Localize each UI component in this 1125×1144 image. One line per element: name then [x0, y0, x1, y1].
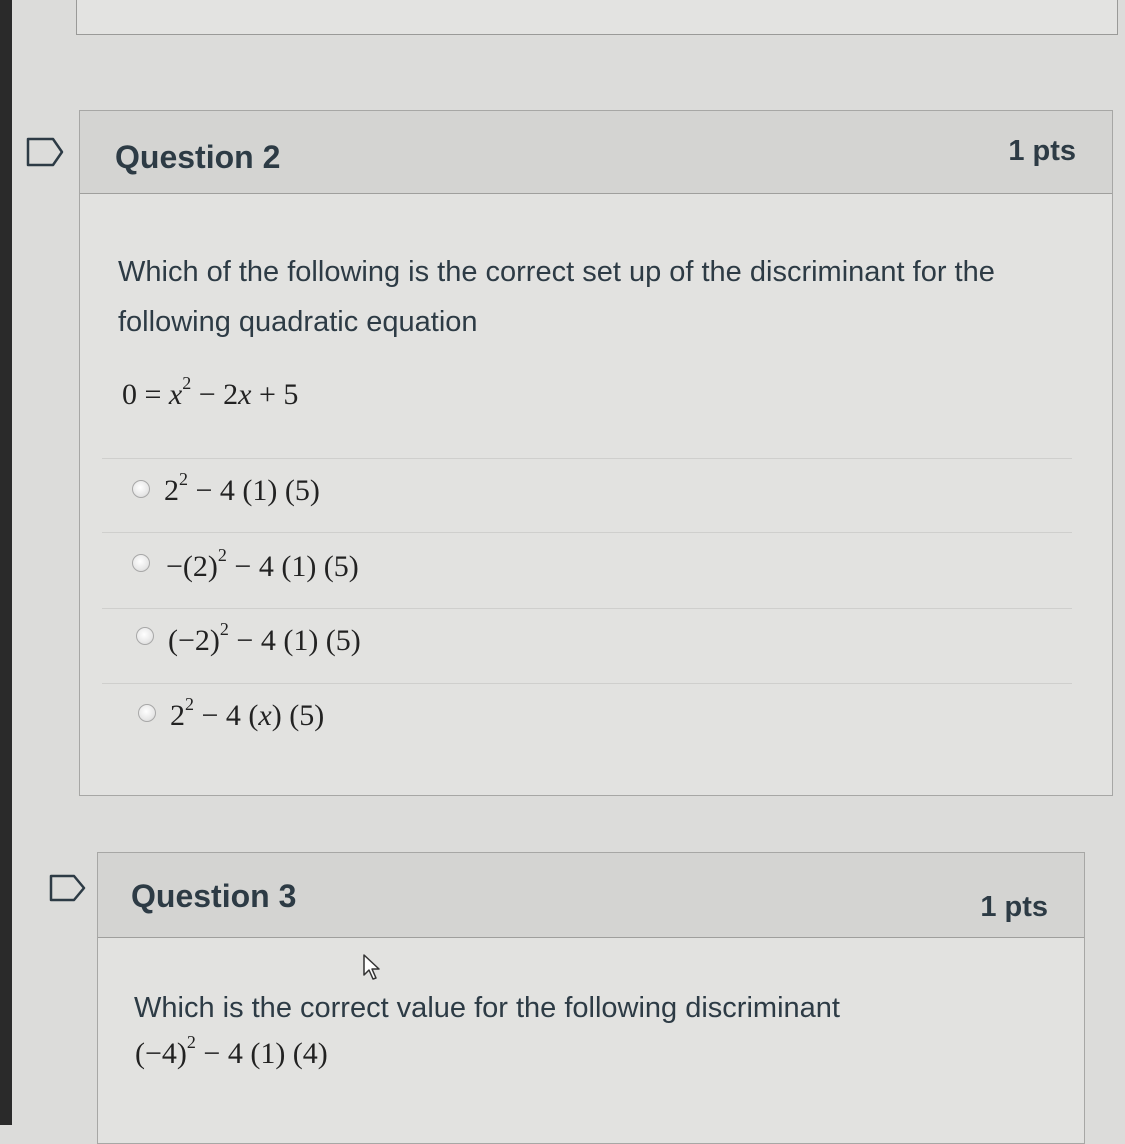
question-header — [80, 111, 1112, 194]
answer-option[interactable] — [102, 683, 1072, 756]
question-title: Question 3 — [131, 878, 297, 914]
mouse-pointer-icon — [362, 953, 384, 981]
question-text: Which is the correct value for the following discriminant — [134, 992, 840, 1024]
radio-button[interactable] — [132, 480, 150, 498]
radio-button[interactable] — [132, 554, 150, 572]
discriminant-expression: $(-4)^2 - 4$ (1) (4) — [135, 1032, 328, 1070]
quadratic-equation: $0 = x^2 - 2x + 5$ — [122, 373, 299, 411]
answer-label: $(-2)^2 - 4$ (1) (5) — [168, 619, 361, 657]
answer-label: $2^2 - 4$ (x) (5) — [170, 694, 325, 732]
question-card-2 — [79, 110, 1113, 796]
flag-icon[interactable] — [26, 137, 64, 167]
question-text: Which of the following is the correct set up of the discriminant for the following quadratic equation — [118, 256, 995, 338]
radio-button[interactable] — [138, 704, 156, 722]
question-card-3 — [97, 852, 1085, 1144]
screen-bezel — [0, 0, 12, 1125]
question-header — [98, 853, 1084, 938]
question-points: 1 pts — [1008, 135, 1076, 167]
question-points: 1 pts — [980, 891, 1048, 923]
answer-option[interactable] — [102, 532, 1072, 605]
question-title: Question 2 — [115, 139, 281, 175]
radio-button[interactable] — [136, 627, 154, 645]
answer-option[interactable] — [102, 458, 1072, 531]
answer-label: $-(2)^2 - 4$ (1) (5) — [166, 545, 359, 583]
previous-question-box — [76, 0, 1118, 35]
flag-icon[interactable] — [49, 874, 87, 904]
answer-option[interactable] — [102, 608, 1072, 681]
answer-label: $2^2 - 4$ (1) (5) — [164, 469, 320, 507]
